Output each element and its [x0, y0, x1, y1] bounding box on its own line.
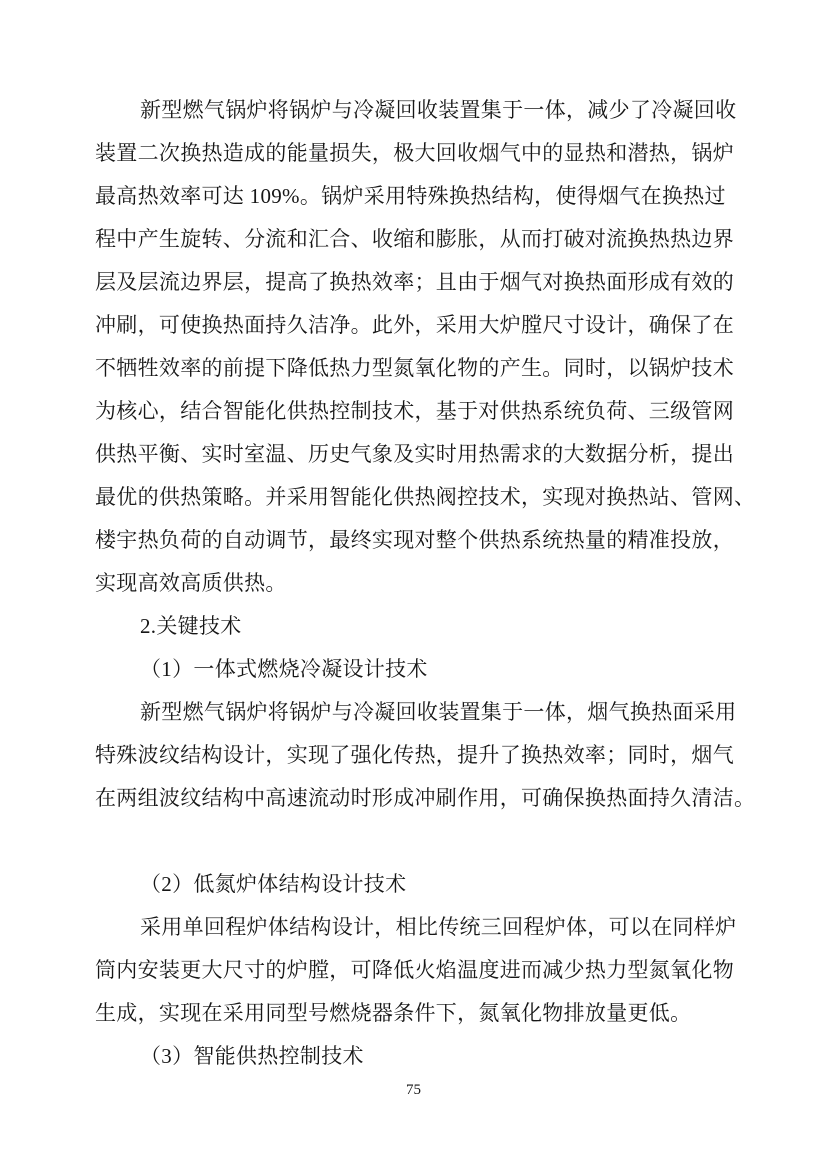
- paragraph-3-line: 筒内安装更大尺寸的炉膛，可降低火焰温度进而减少热力型氮氧化物: [95, 958, 734, 982]
- paragraph-1-line: 为核心，结合智能化供热控制技术，基于对供热系统负荷、三级管网: [95, 399, 734, 423]
- subsection-heading-1: （1）一体式燃烧冷凝设计技术: [140, 657, 428, 681]
- paragraph-2-line: 特殊波纹结构设计，实现了强化传热，提升了换热效率；同时，烟气: [95, 743, 734, 767]
- section-heading-key-tech: 2.关键技术: [140, 614, 242, 638]
- paragraph-1-line: 最优的供热策略。并采用智能化供热阀控技术，实现对换热站、管网、: [95, 485, 756, 509]
- paragraph-1-line: 实现高效高质供热。: [95, 571, 287, 595]
- paragraph-1-line: 程中产生旋转、分流和汇合、收缩和膨胀，从而打破对流换热热边界: [95, 227, 734, 251]
- subsection-heading-3: （3）智能供热控制技术: [140, 1044, 364, 1068]
- paragraph-1-line: 不牺牲效率的前提下降低热力型氮氧化物的产生。同时，以锅炉技术: [95, 356, 734, 380]
- paragraph-1-line: 最高热效率可达 109%。锅炉采用特殊换热结构，使得烟气在换热过: [95, 184, 726, 208]
- document-body: [95, 89, 756, 1078]
- paragraph-1-line: 冲刷，可使换热面持久洁净。此外，采用大炉膛尺寸设计，确保了在: [95, 313, 734, 337]
- paragraph-1-line: 装置二次换热造成的能量损失，极大回收烟气中的显热和潜热，锅炉: [95, 141, 734, 165]
- paragraph-1-line: 楼宇热负荷的自动调节，最终实现对整个供热系统热量的精准投放，: [95, 528, 734, 552]
- paragraph-1-line: 新型燃气锅炉将锅炉与冷凝回收装置集于一体，减少了冷凝回收: [140, 98, 737, 122]
- paragraph-3-line: 生成，实现在采用同型号燃烧器条件下，氮氧化物排放量更低。: [95, 1001, 692, 1025]
- paragraph-1-line: 供热平衡、实时室温、历史气象及实时用热需求的大数据分析，提出: [95, 442, 734, 466]
- paragraph-3-line: 采用单回程炉体结构设计，相比传统三回程炉体，可以在同样炉: [140, 915, 737, 939]
- paragraph-1-line: 层及层流边界层，提高了换热效率；且由于烟气对换热面形成有效的: [95, 270, 734, 294]
- paragraph-2-line: 在两组波纹结构中高速流动时形成冲刷作用，可确保换热面持久清洁。: [95, 786, 756, 810]
- paragraph-2-line: 新型燃气锅炉将锅炉与冷凝回收装置集于一体，烟气换热面采用: [140, 700, 737, 724]
- subsection-heading-2: （2）低氮炉体结构设计技术: [140, 872, 407, 896]
- blank-line: [95, 820, 735, 863]
- page-number: 75: [406, 1082, 421, 1098]
